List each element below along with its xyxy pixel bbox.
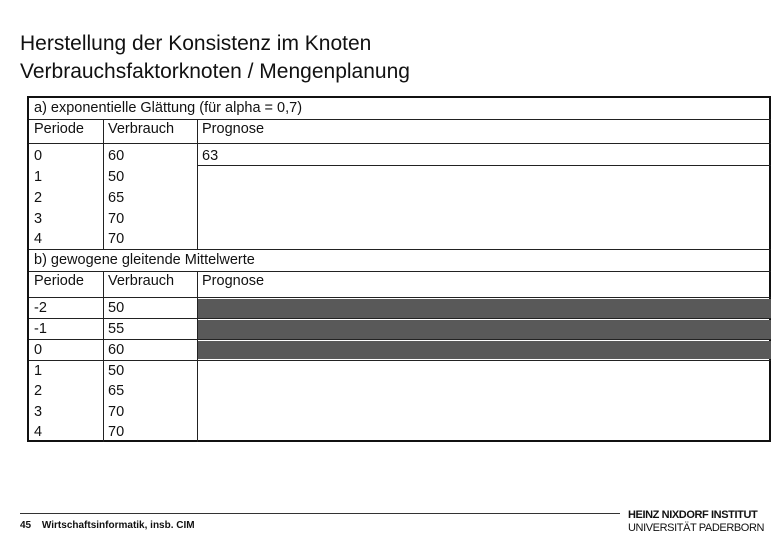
title-line-2: Verbrauchsfaktorknoten / Mengenplanung — [20, 60, 410, 83]
table-cell: -2 — [34, 300, 47, 316]
table-cell: 63 — [202, 148, 219, 164]
footer-rule — [20, 513, 620, 514]
section-b-header-prognose: Prognose — [202, 273, 265, 289]
column-divider — [103, 119, 104, 143]
table-cell: 50 — [108, 169, 125, 185]
column-divider — [103, 271, 104, 442]
table-cell: 65 — [108, 383, 125, 399]
logo-line-2: UNIVERSITÄT PADERBORN — [628, 522, 765, 534]
table-cell: 70 — [108, 231, 125, 247]
section-a-header-prognose: Prognose — [202, 121, 265, 137]
column-divider — [197, 271, 198, 442]
table-cell: 70 — [108, 211, 125, 227]
table-cell: 50 — [108, 363, 125, 379]
table-cell: 65 — [108, 190, 125, 206]
logo-line-1: HEINZ NIXDORF INSTITUT — [628, 509, 758, 521]
institute-logo — [628, 509, 764, 535]
column-divider — [103, 143, 104, 249]
table-cell: 70 — [108, 404, 125, 420]
page-number: 45 — [20, 520, 32, 531]
section-a-header-periode: Periode — [34, 121, 84, 137]
table-cell: 1 — [34, 169, 43, 185]
row-divider — [29, 318, 771, 319]
column-divider — [197, 119, 198, 143]
section-b-header-verbrauch: Verbrauch — [108, 273, 175, 289]
data-panel — [27, 96, 771, 442]
row-divider — [29, 297, 771, 298]
column-divider — [197, 143, 198, 249]
table-cell: 60 — [108, 342, 125, 358]
shaded-cell — [197, 320, 771, 339]
section-a-header-verbrauch: Verbrauch — [108, 121, 175, 137]
table-cell: 0 — [34, 342, 43, 358]
row-divider — [29, 339, 771, 340]
table-cell: 55 — [108, 321, 125, 337]
shaded-cell — [197, 299, 771, 318]
table-cell: 0 — [34, 148, 43, 164]
table-cell: 3 — [34, 211, 43, 227]
row-divider — [29, 360, 771, 361]
section-b-header-periode: Periode — [34, 273, 84, 289]
footer — [20, 520, 195, 531]
slide-title — [20, 30, 410, 86]
table-cell: 70 — [108, 424, 125, 440]
table-cell: 3 — [34, 404, 43, 420]
shaded-cell — [197, 341, 771, 359]
table-cell: 50 — [108, 300, 125, 316]
footer-text: Wirtschaftsinformatik, insb. CIM — [41, 520, 195, 531]
table-cell: -1 — [34, 321, 47, 337]
table-cell: 4 — [34, 231, 43, 247]
row-divider — [29, 143, 771, 144]
row-divider — [197, 165, 771, 166]
table-cell: 2 — [34, 383, 43, 399]
title-line-1: Herstellung der Konsistenz im Knoten — [20, 32, 372, 55]
table-cell: 4 — [34, 424, 43, 440]
table-cell: 2 — [34, 190, 43, 206]
table-cell: 60 — [108, 148, 125, 164]
table-cell: 1 — [34, 363, 43, 379]
section-b-heading: b) gewogene gleitende Mittelwerte — [34, 252, 255, 268]
section-a-heading: a) exponentielle Glättung (für alpha = 0,7) — [34, 100, 303, 116]
